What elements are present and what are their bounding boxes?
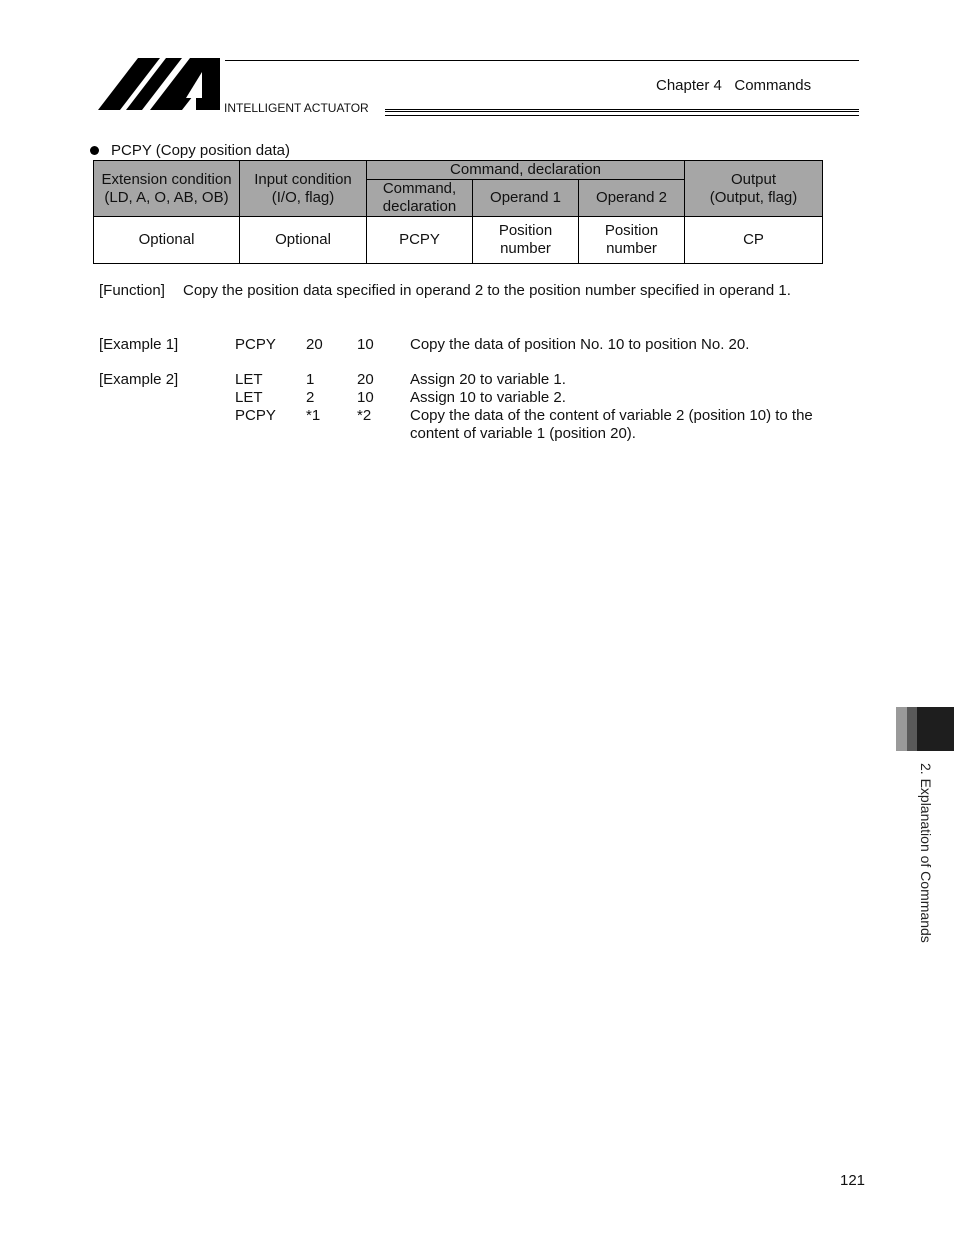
header-command-group: Command, declaration xyxy=(367,161,685,180)
header-output: Output (Output, flag) xyxy=(685,161,823,217)
example2-line2-op2: 10 xyxy=(357,389,374,406)
header-operand2: Operand 2 xyxy=(579,180,685,217)
example2-line3-cmd: PCPY xyxy=(235,407,276,424)
side-tab-dark xyxy=(917,707,954,751)
function-text: Copy the position data specified in operand 2 to the position number specified in operand 1. xyxy=(183,282,791,299)
example1-line1-op1: 20 xyxy=(306,336,323,353)
example2-line1-op2: 20 xyxy=(357,371,374,388)
section-title: PCPY (Copy position data) xyxy=(111,142,290,159)
example1-line1-cmd: PCPY xyxy=(235,336,276,353)
side-tab-mid xyxy=(907,707,917,751)
example2-label: [Example 2] xyxy=(99,371,179,388)
header-ext-condition: Extension condition (LD, A, O, AB, OB) xyxy=(94,161,240,217)
example1-line1-desc: Copy the data of position No. 10 to position No. 20. xyxy=(410,336,750,353)
example2-line1-cmd: LET xyxy=(235,371,263,388)
example1-line1-op2: 10 xyxy=(357,336,374,353)
cell-output: CP xyxy=(685,217,823,264)
function-label: [Function] xyxy=(99,282,165,299)
chapter-title: Chapter 4 Commands xyxy=(656,77,812,94)
header-command: Command, declaration xyxy=(367,180,473,217)
header-input-condition: Input condition (I/O, flag) xyxy=(240,161,367,217)
header-operand1: Operand 1 xyxy=(473,180,579,217)
example1-label: [Example 1] xyxy=(99,336,179,353)
example2-line3-desc: Copy the data of the content of variable 2 (position 10) to the content of variable 1 (position 20). xyxy=(410,407,813,442)
example2-line2-op1: 2 xyxy=(306,389,315,406)
side-tab-label: 2. Explanation of Commands xyxy=(918,763,934,943)
example2-line2-cmd: LET xyxy=(235,389,263,406)
side-tab-light xyxy=(896,707,907,751)
example2-line3-op1: *1 xyxy=(306,407,321,424)
cell-operand1: Position number xyxy=(473,217,579,264)
example2-line2-desc: Assign 10 to variable 2. xyxy=(410,389,566,406)
cell-input-condition: Optional xyxy=(240,217,367,264)
command-table xyxy=(93,160,823,264)
example2-line1-desc: Assign 20 to variable 1. xyxy=(410,371,566,388)
cell-operand2: Position number xyxy=(579,217,685,264)
bullet-icon xyxy=(90,146,99,155)
header-rule xyxy=(385,109,859,116)
cell-command: PCPY xyxy=(367,217,473,264)
example2-line3-op2: *2 xyxy=(357,407,372,424)
table-row xyxy=(94,217,823,264)
cell-ext-condition: Optional xyxy=(94,217,240,264)
header-top-line xyxy=(225,60,859,61)
iai-logo xyxy=(98,58,220,110)
brand-text: INTELLIGENT ACTUATOR xyxy=(224,101,369,115)
page-number: 121 xyxy=(840,1172,866,1189)
example2-line1-op1: 1 xyxy=(306,371,315,388)
